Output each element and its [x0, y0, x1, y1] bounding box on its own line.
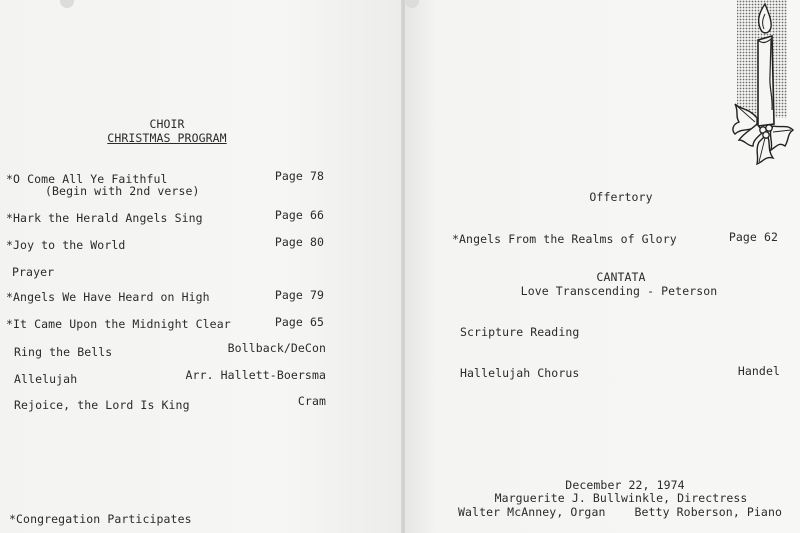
hymn-page: Page 78 — [274, 169, 324, 183]
hymn-page: Page 80 — [274, 235, 324, 249]
hymn-title: *Angels From the Realms of Glory — [452, 232, 677, 246]
choir-heading: CHOIR — [149, 117, 185, 131]
program-date: December 22, 1974 — [565, 478, 685, 492]
anthem-composer: Arr. Hallett-Boersma — [185, 368, 326, 382]
hymn-page: Page 66 — [274, 208, 324, 222]
hymn-page: Page 79 — [274, 288, 324, 302]
binding-hole — [60, 0, 74, 8]
prayer-label: Prayer — [12, 265, 55, 279]
binding-hole — [405, 0, 419, 8]
anthem-title: Allelujah — [14, 372, 78, 386]
congregation-footnote: *Congregation Participates — [9, 512, 192, 526]
hymn-page: Page 65 — [274, 315, 324, 329]
hymn-title: *Hark the Herald Angels Sing — [6, 211, 203, 225]
anthem-composer: Cram — [297, 394, 326, 408]
chorus-composer: Handel — [737, 364, 780, 378]
cantata-heading: CANTATA — [596, 270, 646, 284]
hymn-title: *It Came Upon the Midnight Clear — [6, 317, 231, 331]
directress-credit: Marguerite J. Bullwinkle, Directress — [494, 491, 748, 505]
organist-credit: Walter McAnney, Organ — [458, 505, 606, 519]
hymn-note: (Begin with 2nd verse) — [45, 184, 200, 198]
hymn-title: *O Come All Ye Faithful — [6, 172, 168, 186]
hymn-page: Page 62 — [728, 230, 778, 244]
anthem-title: Rejoice, the Lord Is King — [14, 398, 190, 412]
pianist-credit: Betty Roberson, Piano — [634, 505, 782, 519]
chorus-title: Hallelujah Chorus — [460, 366, 580, 380]
hymn-title: *Angels We Have Heard on High — [6, 290, 210, 304]
candle-with-holly-icon — [727, 0, 797, 168]
hymn-title: *Joy to the World — [6, 238, 126, 252]
offertory-heading: Offertory — [589, 190, 653, 204]
program-title: CHRISTMAS PROGRAM — [107, 131, 227, 145]
anthem-composer: Bollback/DeCon — [227, 341, 326, 355]
cantata-title: Love Transcending - Peterson — [520, 284, 718, 298]
anthem-title: Ring the Bells — [14, 345, 113, 359]
scripture-label: Scripture Reading — [460, 325, 580, 339]
